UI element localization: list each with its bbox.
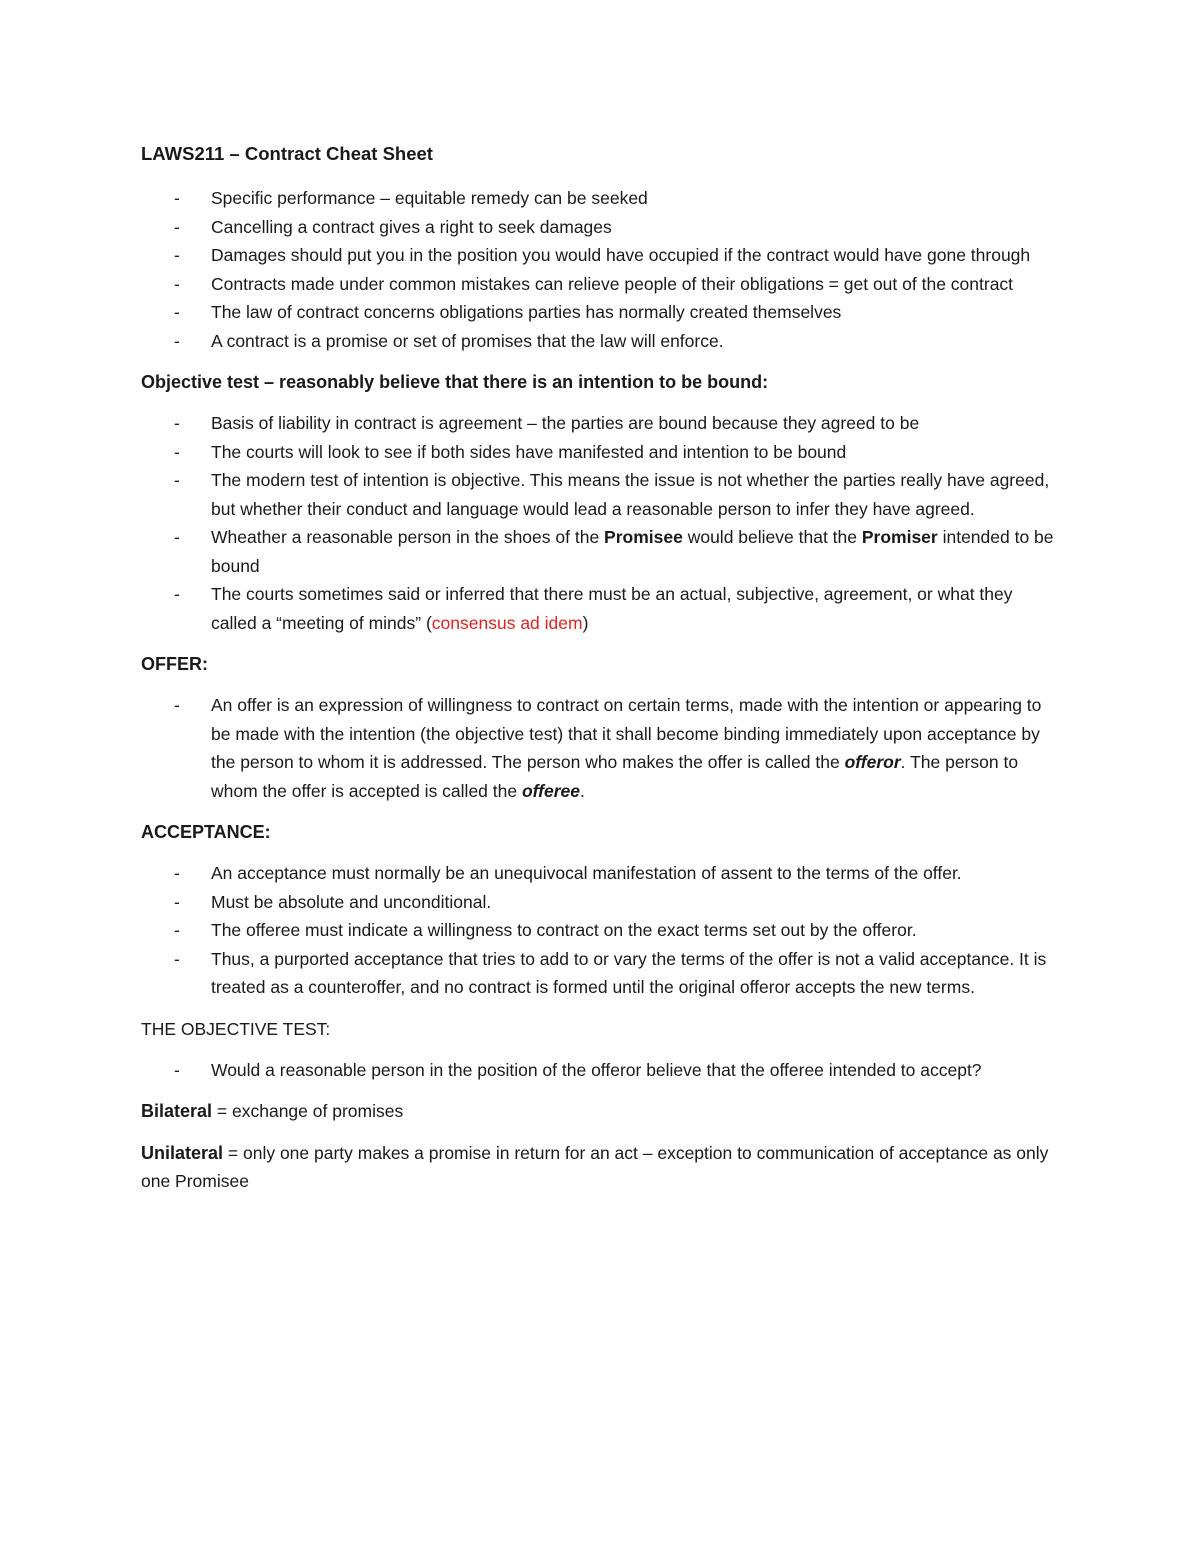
dash-bullet: - bbox=[174, 948, 180, 969]
list-item: - Specific performance – equitable remedy can be seeked bbox=[141, 184, 1061, 213]
dash-bullet: - bbox=[174, 273, 180, 294]
list-item: - Thus, a purported acceptance that tries to add to or vary the terms of the offer is not a valid acceptance. It is treated as a counteroffer, and no contract is formed until the original offeror accepts the new terms. bbox=[141, 945, 1061, 1002]
acceptance-list bbox=[141, 859, 1061, 1002]
offeree-term: offeree bbox=[521, 780, 581, 801]
list-item: - Cancelling a contract gives a right to seek damages bbox=[141, 213, 1061, 242]
dash-bullet: - bbox=[174, 863, 180, 883]
unilateral-definition: Unilateral = only one party makes a promise in return for an act – exception to communication of acceptance as only one Promisee bbox=[141, 1142, 1049, 1191]
dash-bullet: - bbox=[174, 216, 180, 237]
list-item: - Would a reasonable person in the position of the offeror believe that the offeree intended to accept? bbox=[141, 1056, 1061, 1085]
list-item: - The courts sometimes said or inferred that there must be an actual, subjective, agreement, or what they called a “meeting of minds” (consensus ad idem) bbox=[141, 580, 1061, 637]
dash-bullet: - bbox=[174, 245, 180, 265]
dash-bullet: - bbox=[174, 891, 180, 912]
dash-bullet: - bbox=[174, 470, 180, 490]
dash-bullet: - bbox=[174, 1059, 180, 1080]
list-item: - The offeree must indicate a willingness to contract on the exact terms set out by the offeror. bbox=[141, 916, 1061, 945]
dash-bullet: - bbox=[174, 695, 180, 715]
bilateral-term: Bilateral bbox=[141, 1101, 213, 1121]
dash-bullet: - bbox=[174, 441, 180, 462]
list-item: - An offer is an expression of willingness to contract on certain terms, made with the intention or appearing to be made with the intention (the objective test) that it shall become binding immediately upon acceptance by the person to whom it is addressed. The person who makes the offer is called the offeror. The person to whom the offer is accepted is called the offeree. bbox=[141, 691, 1061, 805]
objective-test-heading: THE OBJECTIVE TEST: bbox=[141, 1018, 331, 1039]
acceptance-heading: ACCEPTANCE: bbox=[141, 822, 271, 842]
offer-heading: OFFER: bbox=[141, 654, 208, 674]
dash-bullet: - bbox=[174, 188, 180, 208]
list-item: - Wheather a reasonable person in the shoes of the Promisee would believe that the Promiser intended to be bound bbox=[141, 523, 1061, 580]
list-item: - The courts will look to see if both sides have manifested and intention to be bound bbox=[141, 438, 1061, 467]
unilateral-term: Unilateral bbox=[141, 1142, 224, 1163]
document-title: LAWS211 – Contract Cheat Sheet bbox=[141, 143, 433, 164]
list-item: - Contracts made under common mistakes can relieve people of their obligations = get out of the contract bbox=[141, 270, 1061, 299]
list-item: - The law of contract concerns obligations parties has normally created themselves bbox=[141, 298, 1061, 327]
dash-bullet: - bbox=[174, 920, 180, 940]
list-item: - Basis of liability in contract is agreement – the parties are bound because they agreed to be bbox=[141, 409, 1061, 438]
promisee-term: Promisee bbox=[604, 527, 683, 547]
list-item: - A contract is a promise or set of promises that the law will enforce. bbox=[141, 327, 1061, 356]
dash-bullet: - bbox=[174, 413, 180, 433]
latin-phrase: consensus ad idem bbox=[431, 612, 583, 633]
bilateral-definition: Bilateral = exchange of promises bbox=[141, 1101, 404, 1121]
objective-list bbox=[141, 409, 1061, 637]
dash-bullet: - bbox=[174, 527, 180, 547]
objective-heading: Objective test – reasonably believe that there is an intention to be bound: bbox=[141, 372, 769, 392]
objective-test-list bbox=[141, 1056, 1061, 1085]
promiser-term: Promiser bbox=[861, 527, 938, 547]
list-item: - Damages should put you in the position you would have occupied if the contract would have gone through bbox=[141, 241, 1061, 270]
dash-bullet: - bbox=[174, 330, 180, 351]
offeror-term: offeror bbox=[844, 752, 901, 772]
dash-bullet: - bbox=[174, 302, 180, 322]
list-item: - Must be absolute and unconditional. bbox=[141, 888, 1061, 917]
dash-bullet: - bbox=[174, 584, 180, 604]
offer-list bbox=[141, 691, 1061, 805]
intro-list bbox=[141, 184, 1061, 355]
document-content bbox=[141, 140, 1061, 1209]
list-item: - The modern test of intention is objective. This means the issue is not whether the parties really have agreed, but whether their conduct and language would lead a reasonable person to infer they have agreed. bbox=[141, 466, 1061, 523]
list-item: - An acceptance must normally be an unequivocal manifestation of assent to the terms of the offer. bbox=[141, 859, 1061, 888]
